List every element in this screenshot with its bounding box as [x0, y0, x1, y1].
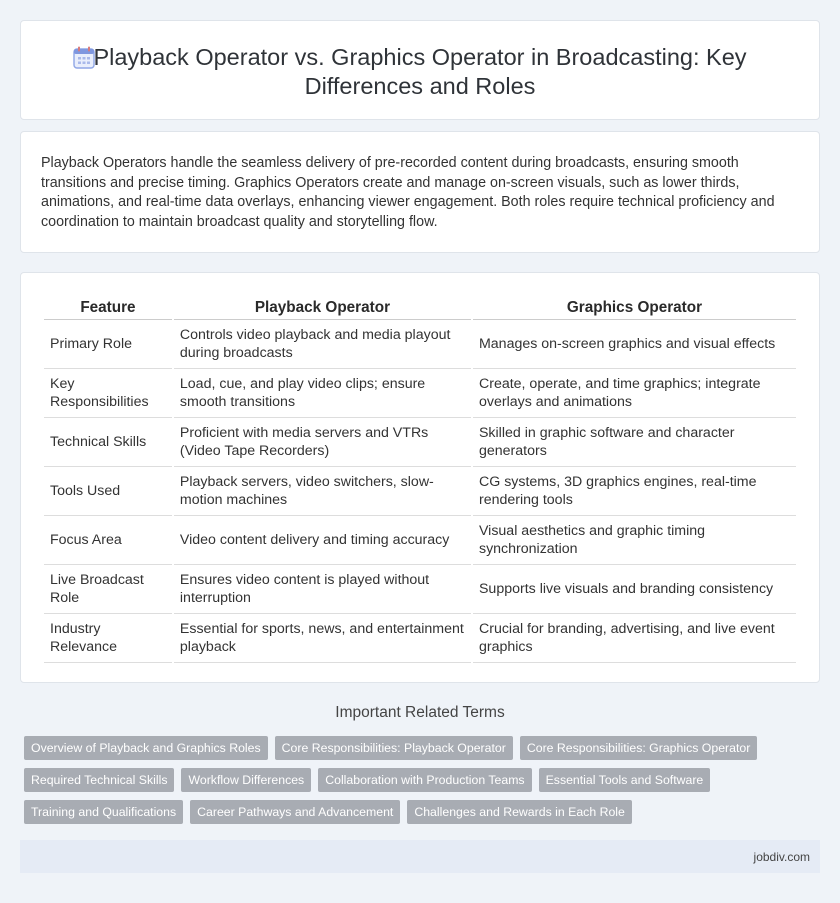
playback-cell: Playback servers, video switchers, slow-motion machines [174, 467, 471, 516]
table-row [44, 516, 796, 565]
related-term-tag[interactable]: Workflow Differences [181, 768, 311, 792]
feature-cell: Live Broadcast Role [44, 565, 172, 614]
intro-text: Playback Operators handle the seamless delivery of pre-recorded content during broadcasts, ensuring smooth transitions and precise timing. Graphics Operators create and manage on-screen visuals, such as lower thirds, animations, and real-time data overlays, enhancing viewer engagement. Both roles require technical proficiency and coordination to maintain broadcast quality and storytelling flow. [41, 155, 775, 230]
related-terms-title: Important Related Terms [335, 704, 505, 721]
graphics-cell: Skilled in graphic software and character generators [473, 418, 796, 467]
page-title-line1: Playback Operator vs. Graphics Operator in Broadcasting: Key [93, 44, 747, 70]
feature-cell: Technical Skills [44, 418, 172, 467]
comparison-table [42, 295, 798, 663]
graphics-cell: CG systems, 3D graphics engines, real-time rendering tools [473, 467, 796, 516]
graphics-cell: Visual aesthetics and graphic timing synchronization [473, 516, 796, 565]
related-term-tag[interactable]: Challenges and Rewards in Each Role [407, 800, 632, 824]
header-feature: Feature [44, 295, 172, 320]
playback-cell: Proficient with media servers and VTRs (Video Tape Recorders) [174, 418, 471, 467]
playback-cell: Ensures video content is played without interruption [174, 565, 471, 614]
footer [20, 840, 820, 873]
tag-row [24, 736, 824, 760]
related-term-tag[interactable]: Overview of Playback and Graphics Roles [24, 736, 268, 760]
graphics-cell: Crucial for branding, advertising, and live event graphics [473, 614, 796, 663]
page-title [21, 43, 819, 101]
feature-cell: Key Responsibilities [44, 369, 172, 418]
related-term-tag[interactable]: Core Responsibilities: Graphics Operator [520, 736, 758, 760]
intro-card [20, 131, 820, 253]
title-card [20, 20, 820, 120]
table-row [44, 418, 796, 467]
comparison-card [20, 272, 820, 683]
related-term-tag[interactable]: Collaboration with Production Teams [318, 768, 531, 792]
playback-cell: Video content delivery and timing accuracy [174, 516, 471, 565]
footer-site-link[interactable]: jobdiv.com [753, 850, 810, 864]
related-term-tag[interactable]: Training and Qualifications [24, 800, 183, 824]
related-term-tag[interactable]: Career Pathways and Advancement [190, 800, 400, 824]
table-row [44, 467, 796, 516]
related-term-tag[interactable]: Essential Tools and Software [539, 768, 711, 792]
graphics-cell: Create, operate, and time graphics; integrate overlays and animations [473, 369, 796, 418]
playback-cell: Load, cue, and play video clips; ensure smooth transitions [174, 369, 471, 418]
feature-cell: Focus Area [44, 516, 172, 565]
table-row [44, 320, 796, 369]
feature-cell: Industry Relevance [44, 614, 172, 663]
related-terms [24, 736, 824, 832]
playback-cell: Controls video playback and media playout during broadcasts [174, 320, 471, 369]
graphics-cell: Supports live visuals and branding consistency [473, 565, 796, 614]
header-playback-operator: Playback Operator [174, 295, 471, 320]
related-term-tag[interactable]: Core Responsibilities: Playback Operator [275, 736, 513, 760]
table-row [44, 369, 796, 418]
playback-cell: Essential for sports, news, and entertainment playback [174, 614, 471, 663]
tag-row [24, 768, 824, 792]
feature-cell: Primary Role [44, 320, 172, 369]
header-graphics-operator: Graphics Operator [473, 295, 796, 320]
table-row [44, 614, 796, 663]
feature-cell: Tools Used [44, 467, 172, 516]
related-term-tag[interactable]: Required Technical Skills [24, 768, 174, 792]
page-title-line2: Differences and Roles [304, 73, 536, 99]
table-header-row [44, 295, 796, 320]
graphics-cell: Manages on-screen graphics and visual effects [473, 320, 796, 369]
table-row [44, 565, 796, 614]
tag-row [24, 800, 824, 824]
